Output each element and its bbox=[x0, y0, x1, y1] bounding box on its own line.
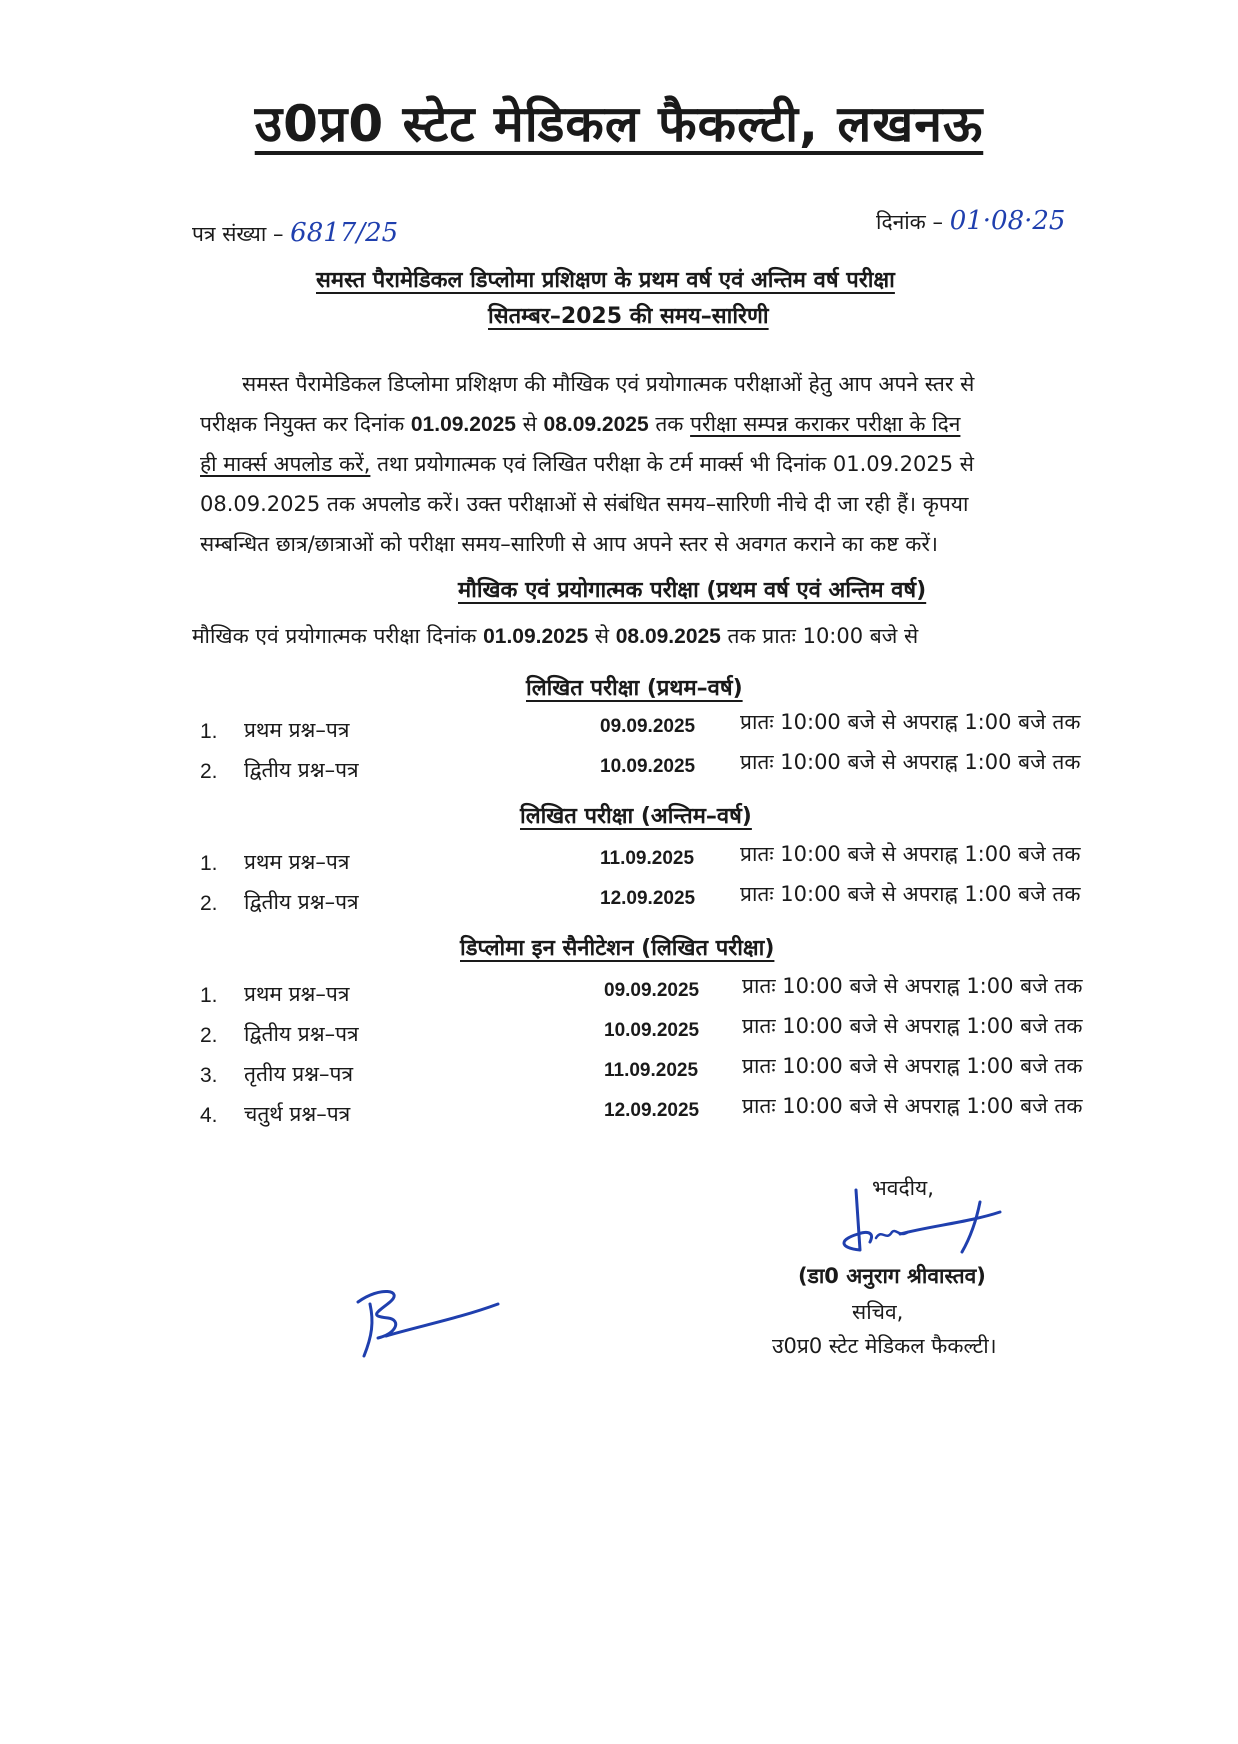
exam-date: 09.09.2025 bbox=[600, 716, 696, 737]
subject-line-1: समस्त पैरामेडिकल डिप्लोमा प्रशिक्षण के प्रथम वर्ष एवं अन्तिम वर्ष परीक्षा bbox=[316, 268, 895, 293]
row-number: 2. bbox=[200, 1024, 218, 1047]
exam-date: 12.09.2025 bbox=[604, 1100, 700, 1121]
exam-date: 11.09.2025 bbox=[604, 1060, 699, 1081]
exam-time: प्रातः 10:00 बजे से अपराह्न 1:00 बजे तक bbox=[742, 974, 1083, 998]
paper-name: तृतीय प्रश्न–पत्र bbox=[244, 1062, 354, 1086]
page-title: उ0प्र0 स्टेट मेडिकल फैकल्टी, लखनऊ bbox=[254, 95, 984, 153]
row-number: 2. bbox=[200, 892, 218, 915]
ref-number: 6817/25 bbox=[290, 218, 399, 248]
body-line-4: 08.09.2025 तक अपलोड करें। उक्त परीक्षाओं से संबंधित समय–सारिणी नीचे दी जा रही हैं। कृपया bbox=[200, 492, 969, 516]
oral-line: मौखिक एवं प्रयोगात्मक परीक्षा दिनांक 01.09.2025 से 08.09.2025 तक प्रातः 10:00 बजे से bbox=[192, 624, 919, 648]
body-line-1: समस्त पैरामेडिकल डिप्लोमा प्रशिक्षण की मौखिक एवं प्रयोगात्मक परीक्षाओं हेतु आप अपने स्तर से bbox=[242, 372, 975, 396]
paper-name: द्वितीय प्रश्न–पत्र bbox=[244, 758, 359, 782]
exam-time: प्रातः 10:00 बजे से अपराह्न 1:00 बजे तक bbox=[742, 1094, 1083, 1118]
paper-name: द्वितीय प्रश्न–पत्र bbox=[244, 1022, 359, 1046]
row-number: 1. bbox=[200, 984, 218, 1007]
row-number: 4. bbox=[200, 1104, 218, 1127]
oral-heading: मौखिक एवं प्रयोगात्मक परीक्षा (प्रथम वर्ष एवं अन्तिम वर्ष) bbox=[458, 578, 927, 603]
section-heading: लिखित परीक्षा (अन्तिम–वर्ष) bbox=[520, 804, 752, 829]
letter-ref bbox=[192, 218, 398, 248]
exam-time: प्रातः 10:00 बजे से अपराह्न 1:00 बजे तक bbox=[740, 882, 1081, 906]
exam-time: प्रातः 10:00 बजे से अपराह्न 1:00 बजे तक bbox=[740, 842, 1081, 866]
row-number: 1. bbox=[200, 720, 218, 743]
exam-time: प्रातः 10:00 बजे से अपराह्न 1:00 बजे तक bbox=[740, 750, 1081, 774]
body-line-2: परीक्षक नियुक्त कर दिनांक 01.09.2025 से 08.09.2025 तक परीक्षा सम्पन्न कराकर परीक्षा के दिन bbox=[200, 412, 961, 436]
exam-date: 10.09.2025 bbox=[604, 1020, 700, 1041]
paper-name: चतुर्थ प्रश्न–पत्र bbox=[244, 1102, 351, 1126]
subject-line-2: सितम्बर–2025 की समय–सारिणी bbox=[488, 304, 769, 329]
signatory-organisation: उ0प्र0 स्टेट मेडिकल फैकल्टी। bbox=[772, 1334, 997, 1358]
initials-mark bbox=[350, 1282, 510, 1366]
row-number: 1. bbox=[200, 852, 218, 875]
body-line-5: सम्बन्धित छात्र/छात्राओं को परीक्षा समय–सारिणी से आप अपने स्तर से अवगत कराने का कष्ट करें। bbox=[200, 532, 938, 556]
date-label: दिनांक – bbox=[876, 210, 943, 234]
signature-image bbox=[830, 1182, 1020, 1262]
exam-date: 09.09.2025 bbox=[604, 980, 700, 1001]
section-heading: डिप्लोमा इन सैनीटेशन (लिखित परीक्षा) bbox=[460, 936, 775, 961]
letter-date bbox=[876, 206, 1065, 236]
signatory-name: (डा0 अनुराग श्रीवास्तव) bbox=[798, 1264, 986, 1288]
date-value: 01·08·25 bbox=[949, 206, 1066, 236]
closing: भवदीय, bbox=[872, 1176, 934, 1200]
body-line-3: ही मार्क्स अपलोड करें, तथा प्रयोगात्मक एवं लिखित परीक्षा के टर्म मार्क्स भी दिनांक 01.09.2025 से bbox=[200, 452, 974, 476]
exam-time: प्रातः 10:00 बजे से अपराह्न 1:00 बजे तक bbox=[742, 1054, 1083, 1078]
paper-name: प्रथम प्रश्न–पत्र bbox=[244, 718, 350, 742]
signatory-designation: सचिव, bbox=[852, 1300, 904, 1324]
row-number: 2. bbox=[200, 760, 218, 783]
exam-time: प्रातः 10:00 बजे से अपराह्न 1:00 बजे तक bbox=[742, 1014, 1083, 1038]
exam-date: 11.09.2025 bbox=[600, 848, 695, 869]
ref-label: पत्र संख्या – bbox=[192, 222, 284, 246]
exam-time: प्रातः 10:00 बजे से अपराह्न 1:00 बजे तक bbox=[740, 710, 1081, 734]
section-heading: लिखित परीक्षा (प्रथम–वर्ष) bbox=[526, 676, 743, 701]
paper-name: प्रथम प्रश्न–पत्र bbox=[244, 982, 350, 1006]
exam-date: 12.09.2025 bbox=[600, 888, 696, 909]
exam-date: 10.09.2025 bbox=[600, 756, 696, 777]
paper-name: प्रथम प्रश्न–पत्र bbox=[244, 850, 350, 874]
row-number: 3. bbox=[200, 1064, 218, 1087]
paper-name: द्वितीय प्रश्न–पत्र bbox=[244, 890, 359, 914]
